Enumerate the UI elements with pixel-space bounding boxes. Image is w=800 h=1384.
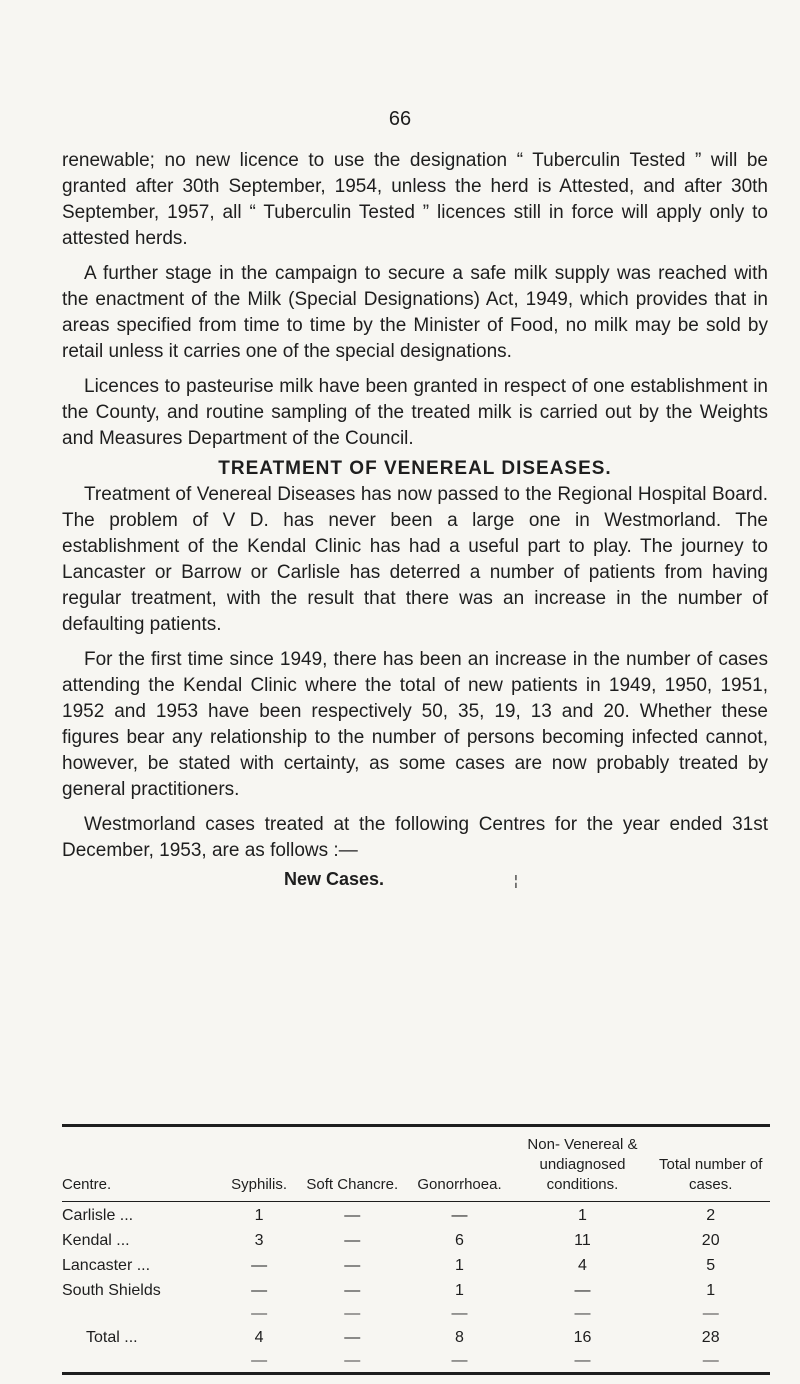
row-gonorrhoea: 1: [455, 1256, 464, 1274]
header-total-number: Total number of cases.: [659, 1156, 763, 1193]
table-row: [62, 1228, 770, 1253]
row-total: 5: [706, 1256, 716, 1274]
row-centre: Lancaster ...: [62, 1256, 151, 1274]
header-non-venereal: Non- Venereal & undiagnosed conditions.: [527, 1136, 638, 1193]
row-total: 2: [706, 1206, 716, 1224]
table-row: [62, 1203, 770, 1228]
new-cases-table-wrap: [62, 1124, 770, 1375]
paragraph-kendal-clinic: For the first time since 1949, there has been an increase in the number of cases attending the Kendal Clinic where the total of new patients in 1949, 1950, 1951, 1952 and 1953 have been respectively 50, 35, 19, 13 and 20. Whether these figures bear any relationship to the number of persons becoming infected cannot, however, be stated with certainty, as some cases are now probably treated by general practitioners.: [62, 649, 768, 800]
row-gonorrhoea: 6: [455, 1231, 464, 1249]
page-number: 66: [388, 108, 412, 130]
total-label: Total ...: [86, 1328, 138, 1346]
row-total: 20: [701, 1231, 720, 1249]
row-syphilis: —: [251, 1281, 268, 1299]
table-row: [62, 1278, 770, 1303]
row-non-venereal: 1: [578, 1206, 587, 1224]
subtotal-dash-row: — — — — —: [251, 1305, 719, 1322]
row-non-venereal: 4: [578, 1256, 587, 1274]
paragraph-tuberculin: renewable; no new licence to use the designation “ Tuberculin Tested ” will be granted after 30th September, 1954, unless the herd is Attested, and after 30th September, 1957, all “ Tuberculin Tested ” licences still in force will apply only to attested herds.: [62, 150, 768, 249]
row-soft-chancre: —: [344, 1206, 361, 1224]
row-non-venereal: —: [574, 1281, 591, 1299]
stray-mark: ¦: [514, 872, 518, 888]
row-gonorrhoea: 1: [455, 1281, 464, 1299]
row-centre: Kendal ...: [62, 1231, 130, 1249]
header-rule: [62, 1201, 770, 1202]
row-centre: South Shields: [62, 1281, 161, 1299]
subheading-text: New Cases.: [284, 869, 385, 889]
total-soft-chancre: —: [344, 1328, 361, 1346]
header-syphilis: Syphilis.: [231, 1176, 287, 1193]
table-total-row: [62, 1325, 770, 1350]
paragraph-treatment: Treatment of Venereal Diseases has now passed to the Regional Hospital Board. The problem of V D. has never been a large one in Westmorland. The establishment of the Kendal Clinic has had a useful part to play. The journey to Lancaster or Barrow or Carlisle has deterred a number of patients from having regular treatment, with the result that there was an increase in the number of defaulting patients.: [62, 484, 768, 635]
new-cases-table: [62, 1127, 770, 1372]
row-centre: Carlisle ...: [62, 1206, 134, 1224]
row-soft-chancre: —: [344, 1231, 361, 1249]
total-dash-row: — — — — —: [251, 1352, 719, 1369]
table-subheading: [62, 866, 768, 893]
row-gonorrhoea: —: [451, 1206, 468, 1224]
table-bottom-rule: [62, 1372, 770, 1375]
total-syphilis: 4: [254, 1328, 264, 1346]
total-cases: 28: [701, 1328, 720, 1346]
row-soft-chancre: —: [344, 1256, 361, 1274]
row-syphilis: —: [251, 1256, 268, 1274]
header-centre: Centre.: [62, 1176, 112, 1193]
header-soft-chancre: Soft Chancre.: [306, 1176, 399, 1193]
row-non-venereal: 11: [574, 1231, 591, 1249]
row-soft-chancre: —: [344, 1281, 361, 1299]
paragraph-centres: Westmorland cases treated at the following Centres for the year ended 31st December, 1953, are as follows :—: [62, 814, 768, 861]
header-gonorrhoea: Gonorrhoea.: [417, 1176, 502, 1193]
table-header-row: [62, 1127, 770, 1199]
table-row: [62, 1253, 770, 1278]
row-total: 1: [706, 1281, 716, 1299]
paragraph-pasteurise: Licences to pasteurise milk have been granted in respect of one establishment in the County, and routine sampling of the treated milk is carried out by the Weights and Measures Department of the Council.: [62, 376, 768, 449]
total-gonorrhoea: 8: [455, 1328, 464, 1346]
row-syphilis: 1: [254, 1206, 264, 1224]
row-syphilis: 3: [254, 1231, 264, 1249]
section-heading: TREATMENT OF VENEREAL DISEASES.: [218, 458, 612, 479]
paragraph-milk-act: A further stage in the campaign to secure a safe milk supply was reached with the enactment of the Milk (Special Designations) Act, 1949, which provides that in areas specified from time to time by the Minister of Food, no milk may be sold by retail unless it carries one of the special designations.: [62, 263, 768, 362]
document-body: [62, 148, 768, 893]
total-non-venereal: 16: [573, 1328, 592, 1346]
